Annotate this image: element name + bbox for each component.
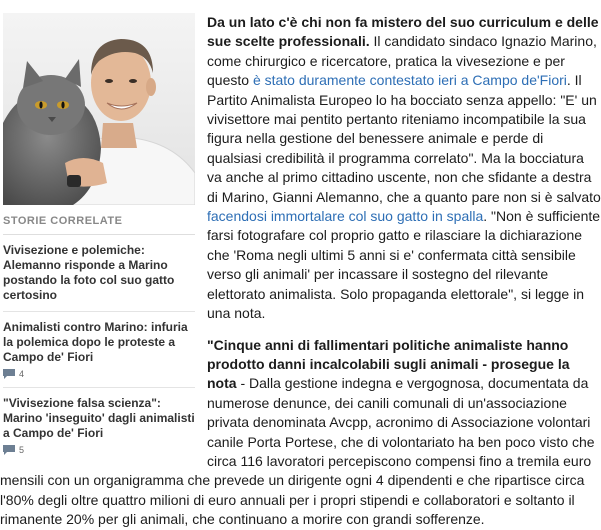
article-body bbox=[0, 13, 601, 530]
comment-count-value: 5 bbox=[19, 445, 25, 455]
article-link-protest[interactable]: è stato duramente contestato ieri a Campo de'Fiori bbox=[252, 72, 567, 89]
left-column-spacer bbox=[0, 13, 207, 460]
paragraph-lead: "Cinque anni di fallimentari politiche animaliste hanno prodotto danni incalcolabili sugli animali - prosegue la nota bbox=[207, 336, 570, 392]
comment-count-value: 4 bbox=[19, 369, 25, 379]
paragraph-text: . "Non è sufficiente farsi fotografare col proprio gatto e rilasciare la dichiarazione che 'Roma negli ultimi 5 anni si e' confermata città sensibile verso gli animali' per incassare il sostegno del rilevante elettorato animalista. Solo propaganda elettorale", si legge in una nota. bbox=[207, 208, 601, 322]
related-stories-label: STORIE CORRELATE bbox=[3, 215, 195, 235]
article-link-cat-photo[interactable]: facendosi immortalare col suo gatto in spalla bbox=[207, 208, 484, 225]
related-story-title[interactable]: "Vivisezione falsa scienza": Marino 'inseguito' dagli animalisti a Campo de' Fiori bbox=[3, 396, 195, 440]
paragraph-text: - Dalla gestione indegna e vergognosa, documentata da numerose denunce, dei canili comunali di un'associazione privata denominata Avcpp, acronimo di Associazione volontari canile Porta Portese, che di volontariato ha ben poco visto che circa 116 lavoratori percepiscono compensi fino a tremila euro mensili con un organigramma che prevede un dirigente ogni 4 dipendenti e che ripartisce circa l'80% degli oltre quattro milioni di euro annuali per i propri stipendi e collaboratori e soltanto il rimanente 20% per gli animali, che continuano a morire con grandi sofferenze. bbox=[0, 375, 595, 528]
related-story-title[interactable]: Vivisezione e polemiche: Alemanno risponde a Marino postando la foto col suo gatto certosino bbox=[3, 243, 175, 302]
paragraph-text: . Il Partito Animalista Europeo lo ha bocciato senza appello: "E' un vivisettore mai pentito pertanto riteniamo incompatibile la sua figura nella gestione del benessere animale e perde di qualsiasi credibilità il programma correlato". Ma la bocciatura va anche al primo cittadino uscente, non che sfidante a destra di Marino, Gianni Alemanno, che a quanto pare non si è salvato bbox=[207, 72, 601, 205]
paragraph-lead: Da un lato c'è chi non fa mistero del suo curriculum e delle sue scelte professionali. bbox=[207, 14, 599, 50]
related-story-title[interactable]: Animalisti contro Marino: infuria la polemica dopo le proteste a Campo de' Fiori bbox=[3, 320, 188, 364]
paragraph-text: Il candidato sindaco Ignazio Marino, come chirurgico e ricercatore, pratica la vivesezione e per questo bbox=[207, 33, 597, 89]
